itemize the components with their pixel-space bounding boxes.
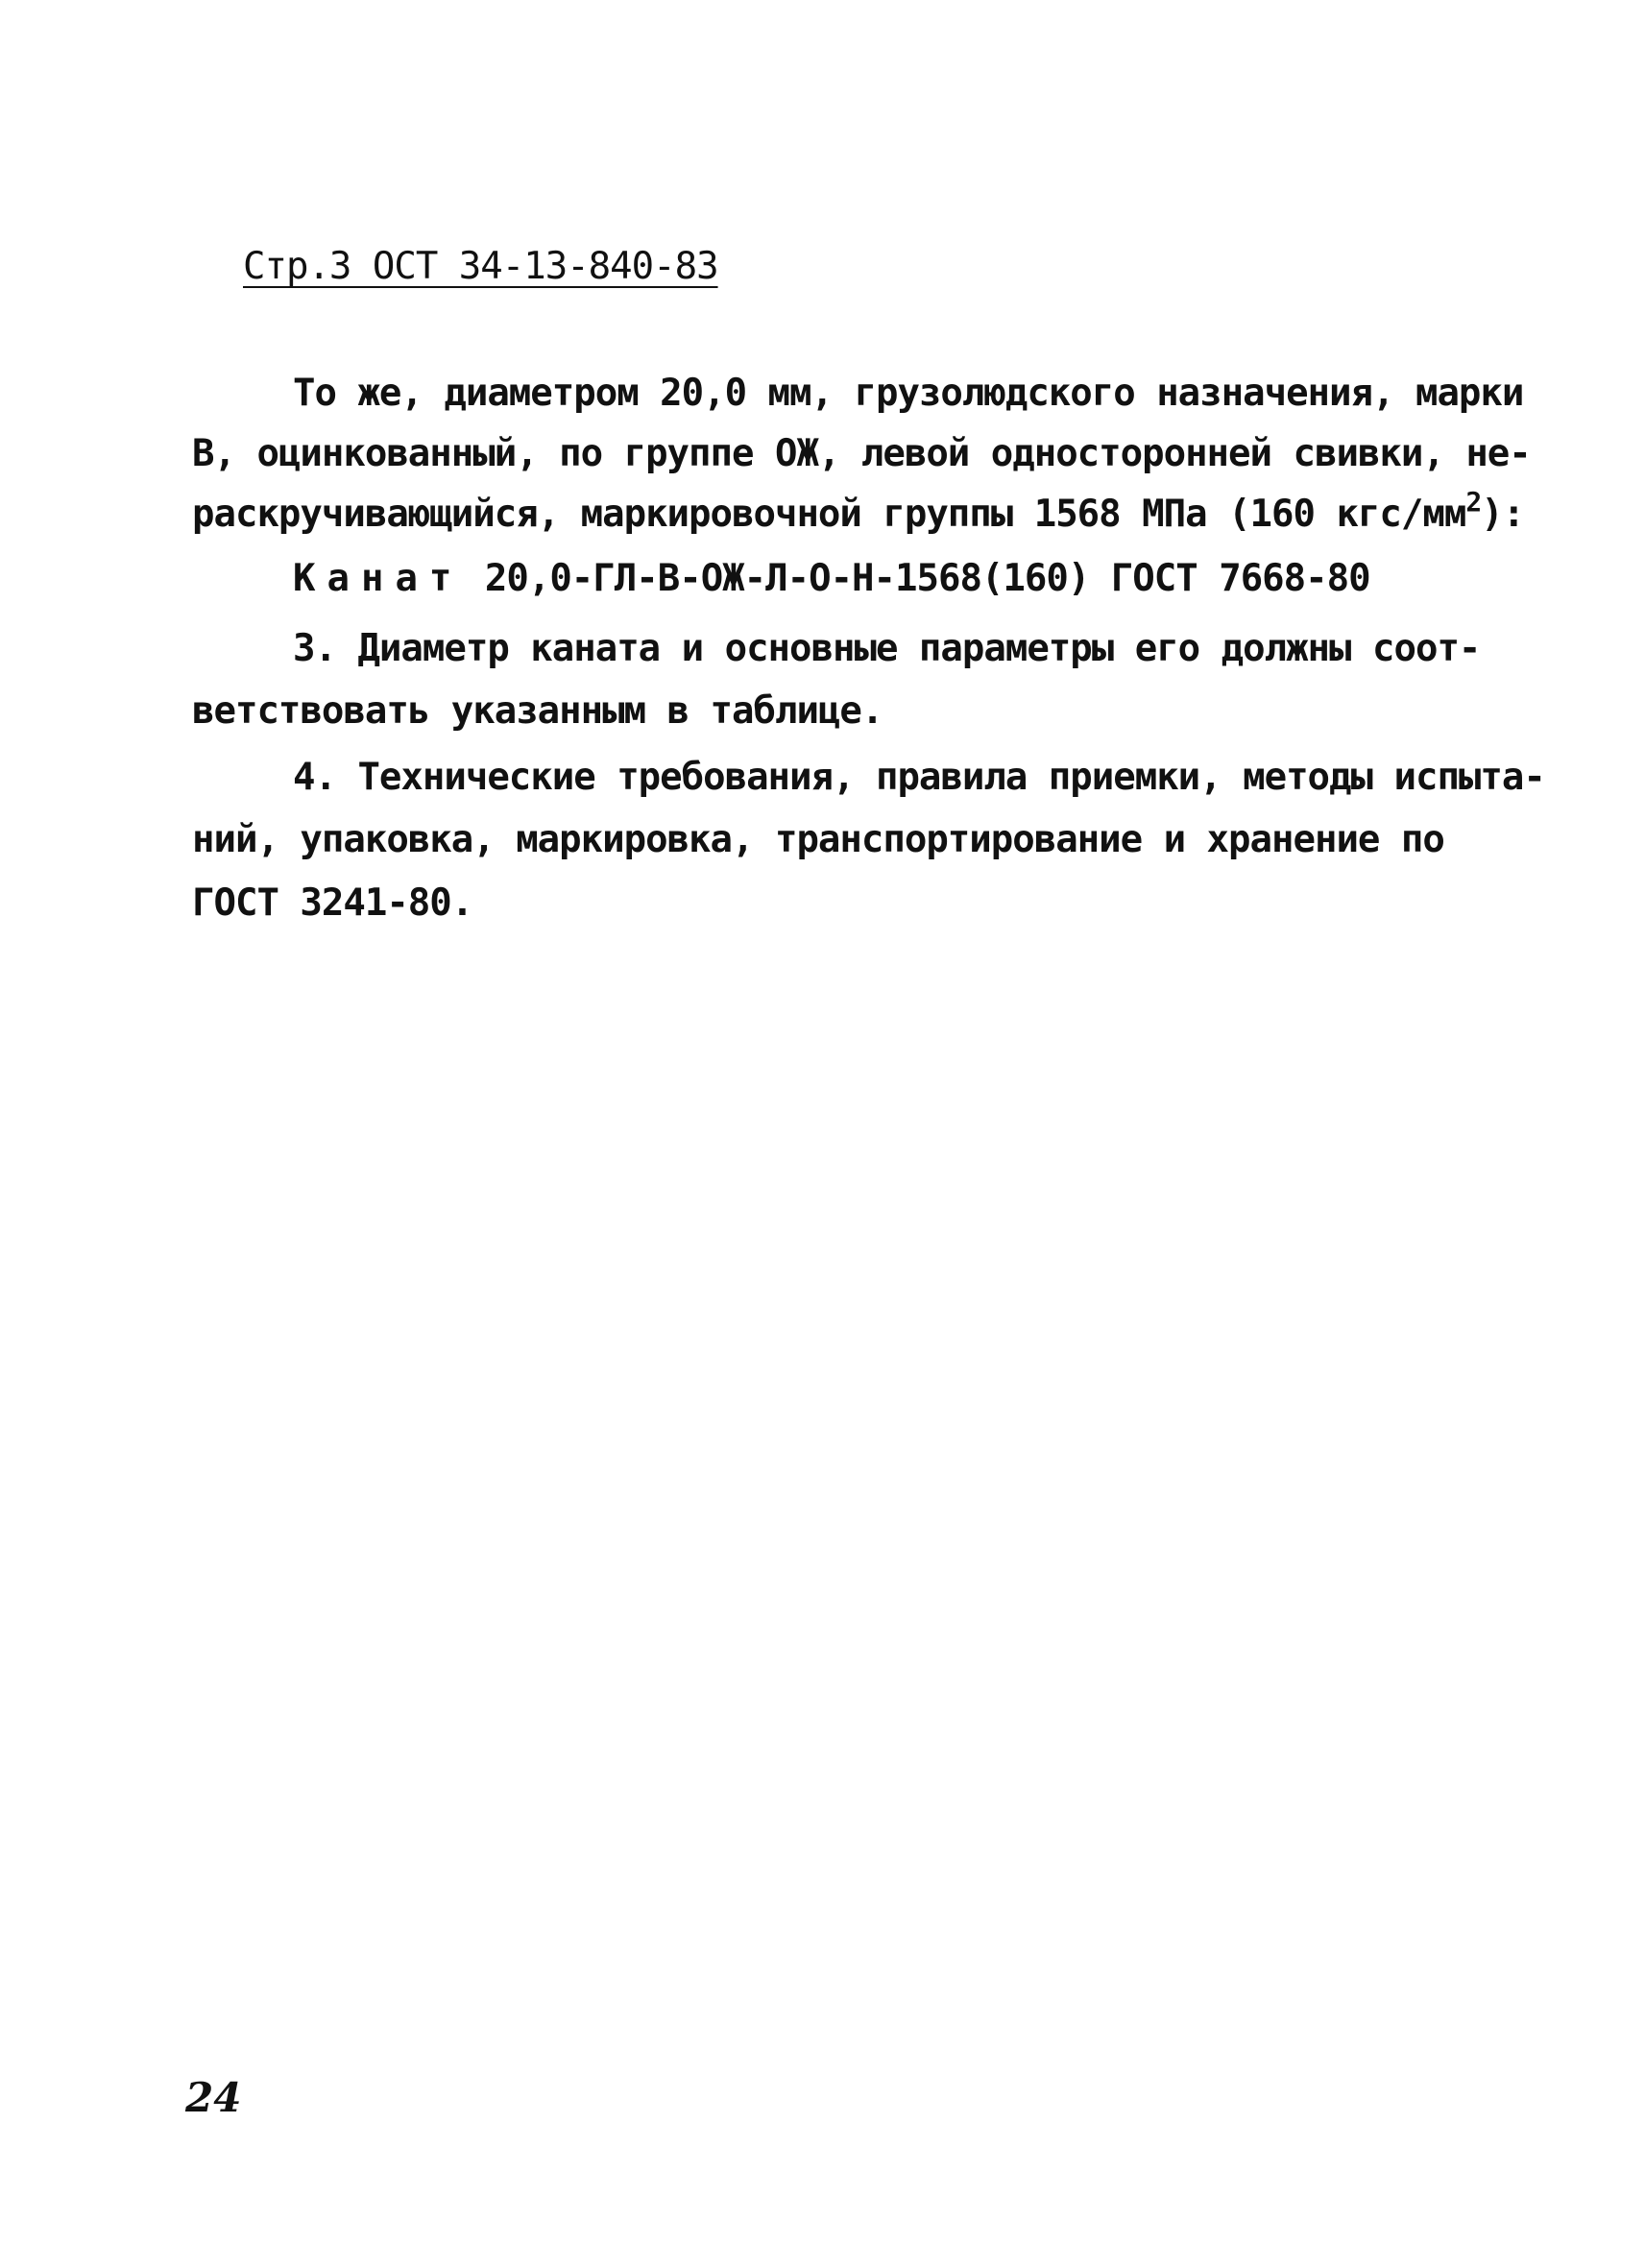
designation-code: 20,0-ГЛ-В-ОЖ-Л-О-Н-1568(160) ГОСТ 7668-80: [484, 557, 1370, 600]
page-number: 24: [185, 2074, 242, 2121]
rope-designation: [293, 557, 1370, 600]
para1-line3: [192, 486, 1525, 536]
item3-line1: 3. Диаметр каната и основные параметры его должны соот-: [293, 627, 1481, 670]
designation-word: Канат: [293, 557, 464, 600]
para1-line1: То же, диаметром 20,0 мм, грузолюдского назначения, марки: [293, 372, 1524, 415]
item4-line3: ГОСТ 3241-80.: [192, 881, 473, 925]
superscript: 2: [1465, 486, 1482, 518]
para1-line3-text: раскручивающийся, маркировочной группы 1568 МПа (160 кгс/мм: [192, 493, 1466, 536]
item4-line1: 4. Технические требования, правила приемки, методы испыта-: [293, 756, 1545, 799]
item4-line2: ний, упаковка, маркировка, транспортирование и хранение по: [192, 818, 1444, 861]
para1-line2: В, оцинкованный, по группе ОЖ, левой односторонней свивки, не-: [192, 432, 1531, 475]
para1-line3-end: ):: [1481, 493, 1525, 536]
item3-line2: ветствовать указанным в таблице.: [192, 689, 883, 733]
page-header: Стр.3 ОСТ 34-13-840-83: [243, 245, 718, 288]
